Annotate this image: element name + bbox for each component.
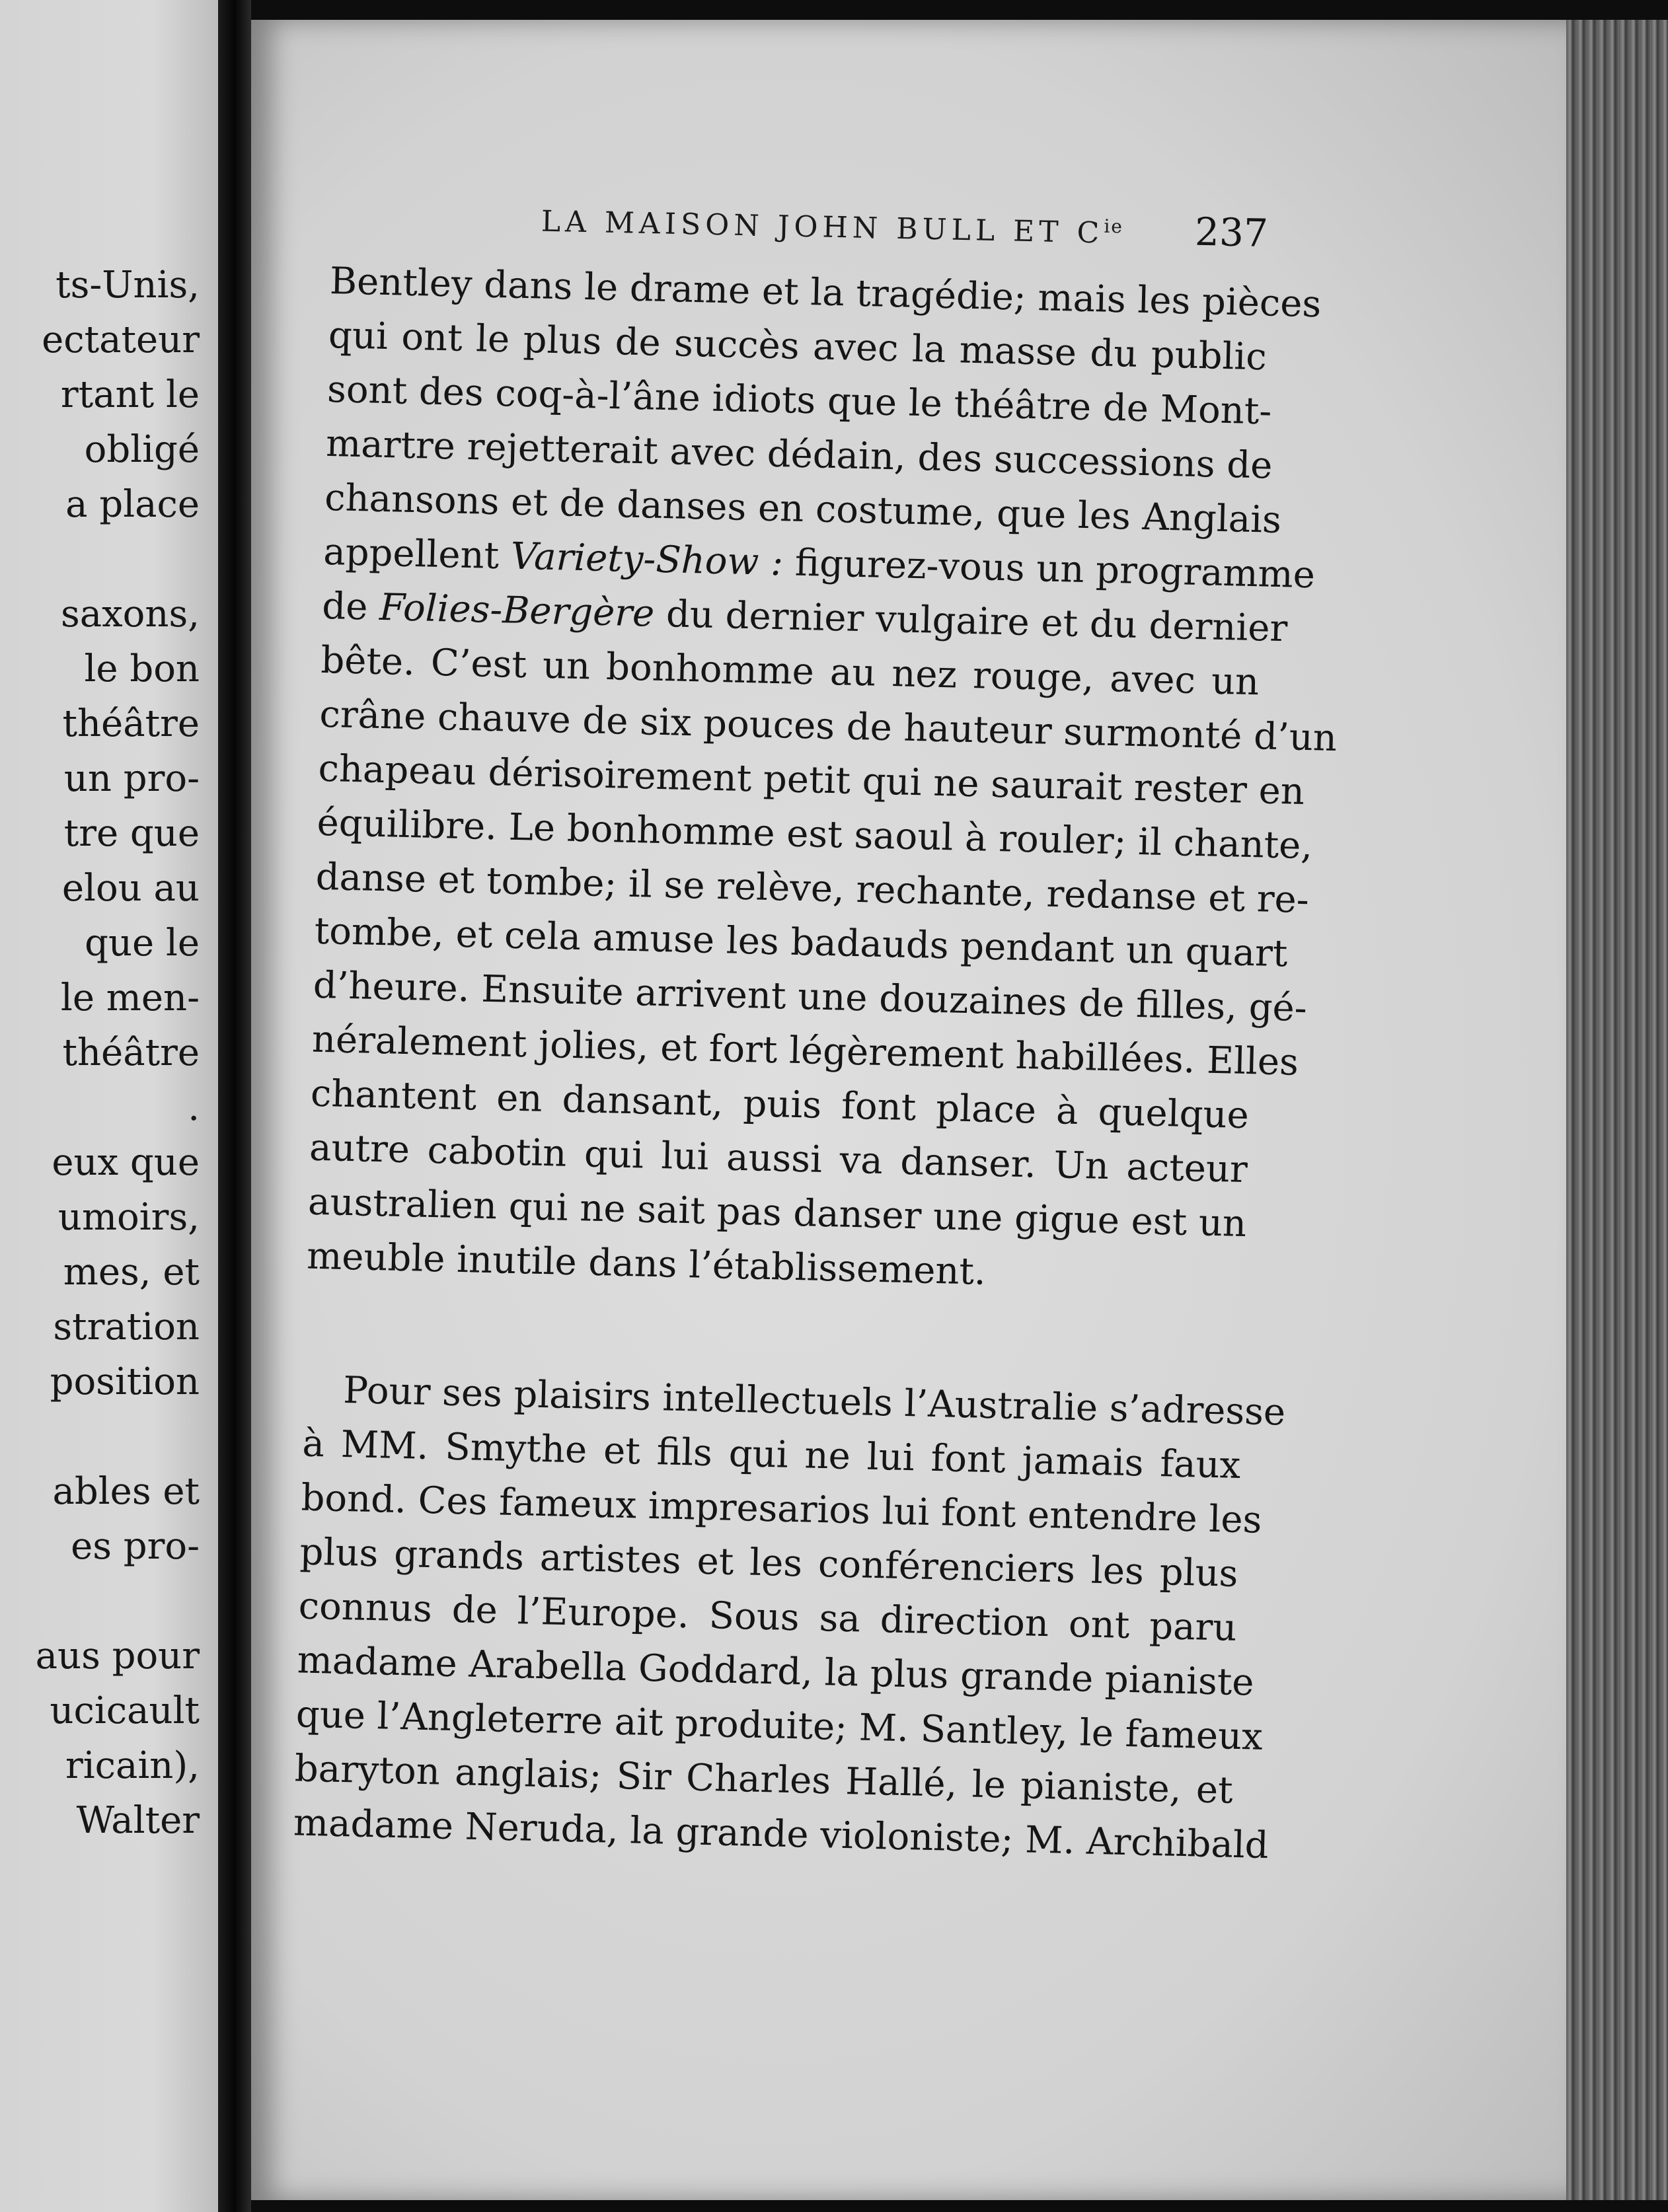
text-line: bond. Ces fameux impresarios lui font entendre les	[300, 1476, 1263, 1542]
left-page-line: aus pour	[35, 1635, 200, 1677]
text-line: sont des coq-à-l’âne idiots que le théâtre de Mont-	[326, 367, 1272, 433]
left-page-text	[1, 258, 200, 1848]
page-edges	[1566, 20, 1668, 2200]
left-page-line: mes, et	[63, 1251, 200, 1294]
text-line: connus de l’Europe. Sous sa direction ont paru	[298, 1584, 1238, 1650]
left-page-line: obligé	[84, 428, 200, 471]
text-line: martre rejetterait avec dédain, des successions de	[325, 422, 1273, 488]
left-page-line: .	[188, 1086, 200, 1129]
left-page-line: que le	[85, 922, 200, 965]
text-line: Bentley dans le drame et la tragédie; mais les pièces	[329, 259, 1322, 326]
left-page-line: elou au	[61, 867, 200, 910]
left-page-line: saxons,	[60, 593, 200, 636]
left-page-line: Walter	[76, 1799, 200, 1842]
text-line: chapeau dérisoirement petit qui ne saurait rester en	[317, 747, 1305, 813]
left-page-line: stration	[53, 1306, 200, 1348]
paragraph-1	[306, 254, 1338, 1306]
text-line: autre cabotin qui lui aussi va danser. Un acteur	[309, 1126, 1248, 1192]
left-page-line	[1, 1574, 200, 1629]
left-page-line: umoirs,	[57, 1196, 200, 1239]
left-page-line: rtant le	[60, 373, 200, 416]
left-page-line: théâtre	[62, 1031, 200, 1074]
left-page-line: eux que	[52, 1141, 200, 1184]
text-line: tombe, et cela amuse les badauds pendant un quart	[314, 909, 1289, 976]
left-page-line	[1, 1409, 200, 1464]
left-page-line: théâtre	[62, 702, 200, 745]
left-page-line: ectateur	[42, 318, 200, 361]
left-page-line: tre que	[63, 812, 200, 855]
left-page-line: ricain),	[65, 1744, 200, 1787]
text-line: Pour ses plaisirs intellectuels l’Australie s’adresse	[342, 1368, 1286, 1434]
text-line: plus grands artistes et les conférenciers les plus	[299, 1530, 1239, 1596]
left-page-line: ts-Unis,	[56, 264, 200, 307]
text-line: d’heure. Ensuite arrivent une douzaines de filles, gé-	[313, 963, 1308, 1031]
text-line: néralement jolies, et fort légèrement habillées. Elles	[311, 1017, 1299, 1084]
text-line: meuble inutile dans l’établissement.	[306, 1234, 987, 1294]
page-number: 237	[1194, 209, 1269, 256]
text-line: de Folies-Bergère du dernier vulgaire et du dernier	[321, 584, 1288, 651]
left-page-line: le men-	[60, 977, 200, 1019]
text-line: madame Arabella Goddard, la plus grande pianiste	[297, 1639, 1255, 1705]
text-line: chansons et de danses en costume, que les Anglais	[324, 476, 1282, 542]
left-page-line	[1, 532, 200, 587]
text-line: qui ont le plus de succès avec la masse du public	[328, 313, 1268, 379]
left-page-line: un pro-	[63, 757, 200, 800]
text-line: danse et tombe; il se relève, rechante, redanse et re-	[315, 855, 1310, 922]
text-line: australien qui ne sait pas danser une gigue est un	[307, 1180, 1247, 1246]
text-line: à MM. Smythe et fils qui ne lui font jamais faux	[301, 1422, 1241, 1487]
running-title-superscript: ie	[1104, 215, 1124, 238]
book-gutter	[218, 0, 251, 2212]
text-line: appellent Variety-Show : figurez-vous un programme	[322, 530, 1316, 597]
text-line: crâne chauve de six pouces de hauteur surmonté d’un	[319, 692, 1338, 760]
left-page-line: ables et	[52, 1470, 200, 1513]
text-line: chantent en dansant, puis font place à quelque	[310, 1072, 1250, 1138]
text-line: bête. C’est un bonhomme au nez rouge, avec un	[320, 638, 1260, 704]
left-page-line: le bon	[84, 647, 200, 690]
left-page-line: es pro-	[71, 1525, 200, 1568]
text-line: équilibre. Le bonhomme est saoul à rouler; il chante,	[316, 801, 1313, 868]
text-line: baryton anglais; Sir Charles Hallé, le pianiste, et	[294, 1747, 1234, 1812]
text-line: que l’Angleterre ait produite; M. Santley, le fameux	[295, 1693, 1264, 1759]
italic-title: Folies-Bergère	[379, 585, 655, 636]
left-page-line: position	[50, 1360, 200, 1403]
text-line: madame Neruda, la grande violoniste; M. Archibald	[293, 1801, 1270, 1868]
paragraph-2	[293, 1363, 1286, 1872]
left-page-line: ucicault	[50, 1689, 200, 1732]
left-page	[0, 0, 218, 2212]
body-text	[293, 254, 1338, 1872]
left-page-line: a place	[65, 483, 200, 526]
running-title: LA MAISON JOHN BULL ET $C^{ie}$	[541, 204, 1124, 250]
italic-title: Variety-Show :	[510, 535, 784, 585]
